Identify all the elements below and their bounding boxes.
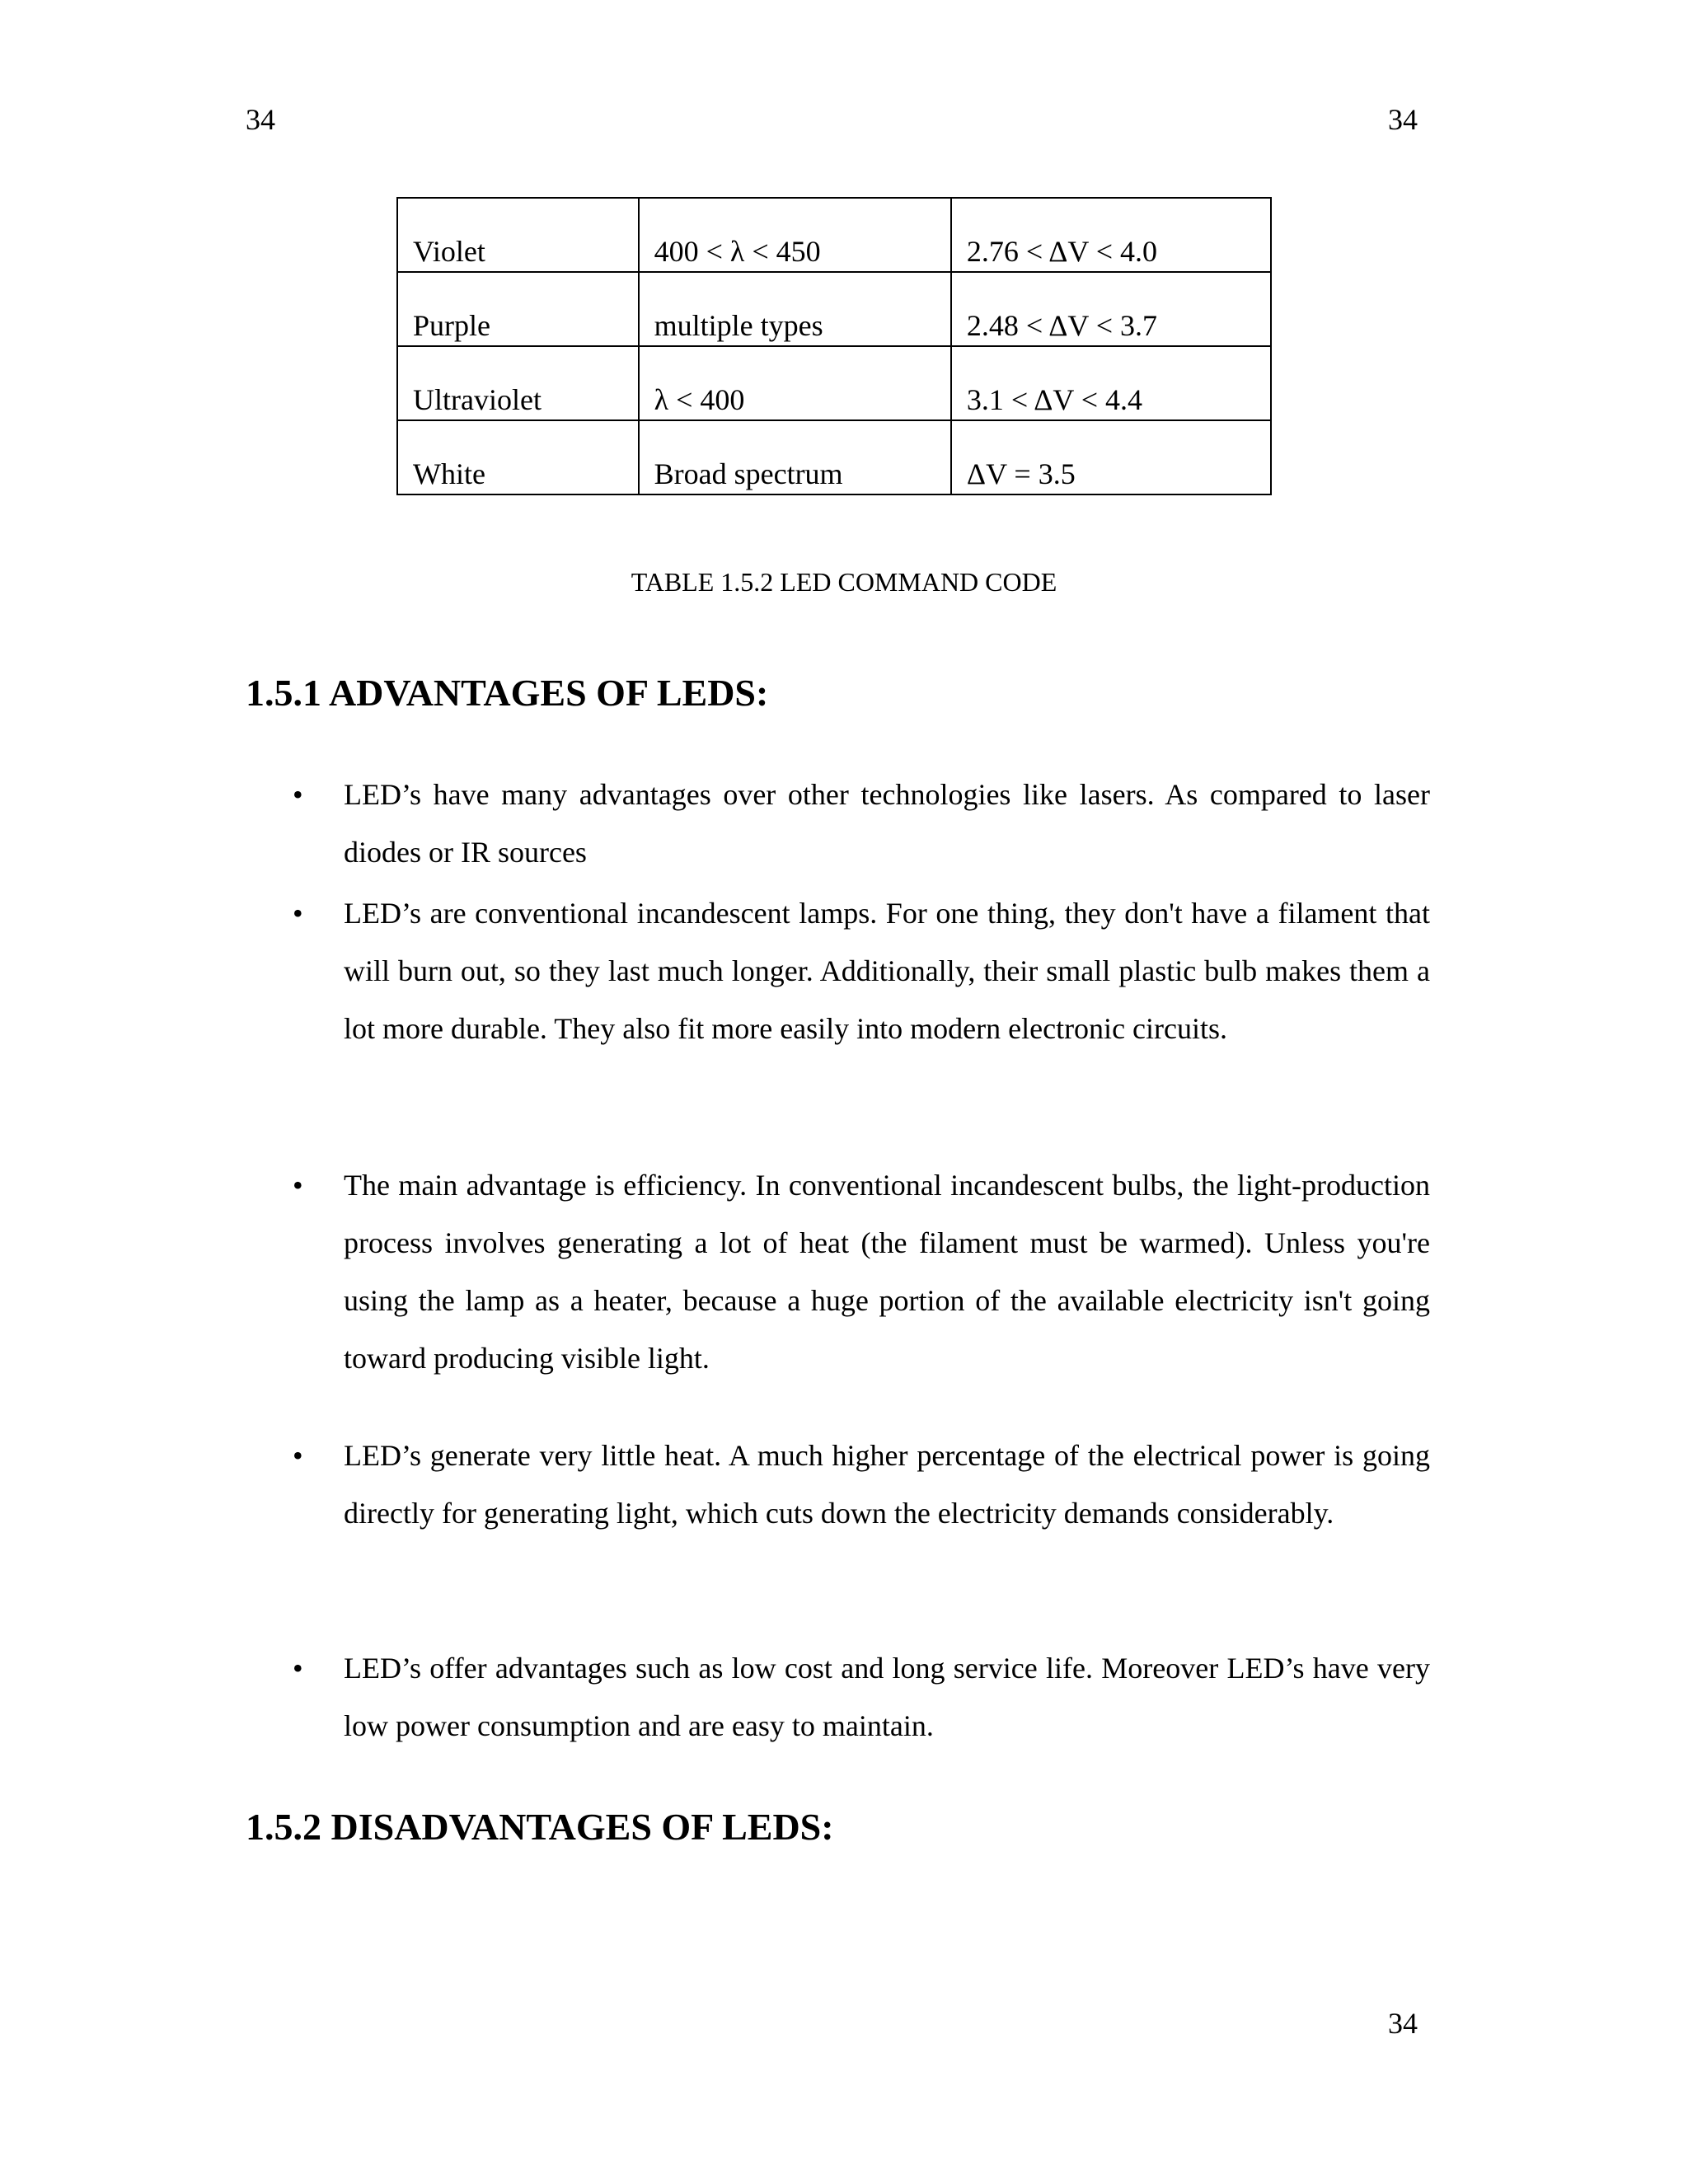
bullet-icon: • <box>293 1169 303 1202</box>
bullet-icon: • <box>293 1439 303 1472</box>
table-cell: Ultraviolet <box>397 346 639 420</box>
table-cell: λ < 400 <box>639 346 951 420</box>
table-cell: ΔV = 3.5 <box>951 420 1271 494</box>
list-item-text: LED’s generate very little heat. A much higher percentage of the electrical power is going directly for generating light, which cuts down the electricity demands considerably. <box>344 1439 1430 1530</box>
table-cell: White <box>397 420 639 494</box>
table-cell: Broad spectrum <box>639 420 951 494</box>
table-row <box>397 346 1271 420</box>
table-row <box>397 420 1271 494</box>
list-item-text: The main advantage is efficiency. In conventional incandescent bulbs, the light-production process involves generating a lot of heat (the filament must be warmed). Unless you're using the lamp as a heater, because a huge portion of the available electricity isn't going toward producing visible light. <box>344 1169 1430 1375</box>
disadvantages-heading: 1.5.2 DISADVANTAGES OF LEDS: <box>246 1806 834 1848</box>
page-number-top-right: 34 <box>1388 103 1418 136</box>
page-number-bottom-right: 34 <box>1388 2007 1418 2040</box>
list-item-text: LED’s are conventional incandescent lamps. For one thing, they don't have a filament that will burn out, so they last much longer. Additionally, their small plastic bulb makes them a lot more durable. They also fit more easily into modern electronic circuits. <box>344 897 1430 1045</box>
table-cell: Violet <box>397 198 639 272</box>
table-caption: TABLE 1.5.2 LED COMMAND CODE <box>631 567 1057 597</box>
bullet-icon: • <box>293 897 303 930</box>
table-cell: 3.1 < ΔV < 4.4 <box>951 346 1271 420</box>
led-color-table <box>396 197 1272 495</box>
table-cell: 2.76 < ΔV < 4.0 <box>951 198 1271 272</box>
table-cell: 400 < λ < 450 <box>639 198 951 272</box>
table-cell: 2.48 < ΔV < 3.7 <box>951 272 1271 346</box>
advantages-heading: 1.5.1 ADVANTAGES OF LEDS: <box>246 672 769 714</box>
list-item-text: LED’s offer advantages such as low cost and long service life. Moreover LED’s have very low power consumption and are easy to maintain. <box>344 1652 1430 1742</box>
table-cell: multiple types <box>639 272 951 346</box>
page-number-top-left: 34 <box>246 103 275 136</box>
bullet-icon: • <box>293 1652 303 1685</box>
list-item-text: LED’s have many advantages over other technologies like lasers. As compared to laser diodes or IR sources <box>344 778 1430 869</box>
table-row <box>397 272 1271 346</box>
table-cell: Purple <box>397 272 639 346</box>
table-row <box>397 198 1271 272</box>
bullet-icon: • <box>293 778 303 811</box>
